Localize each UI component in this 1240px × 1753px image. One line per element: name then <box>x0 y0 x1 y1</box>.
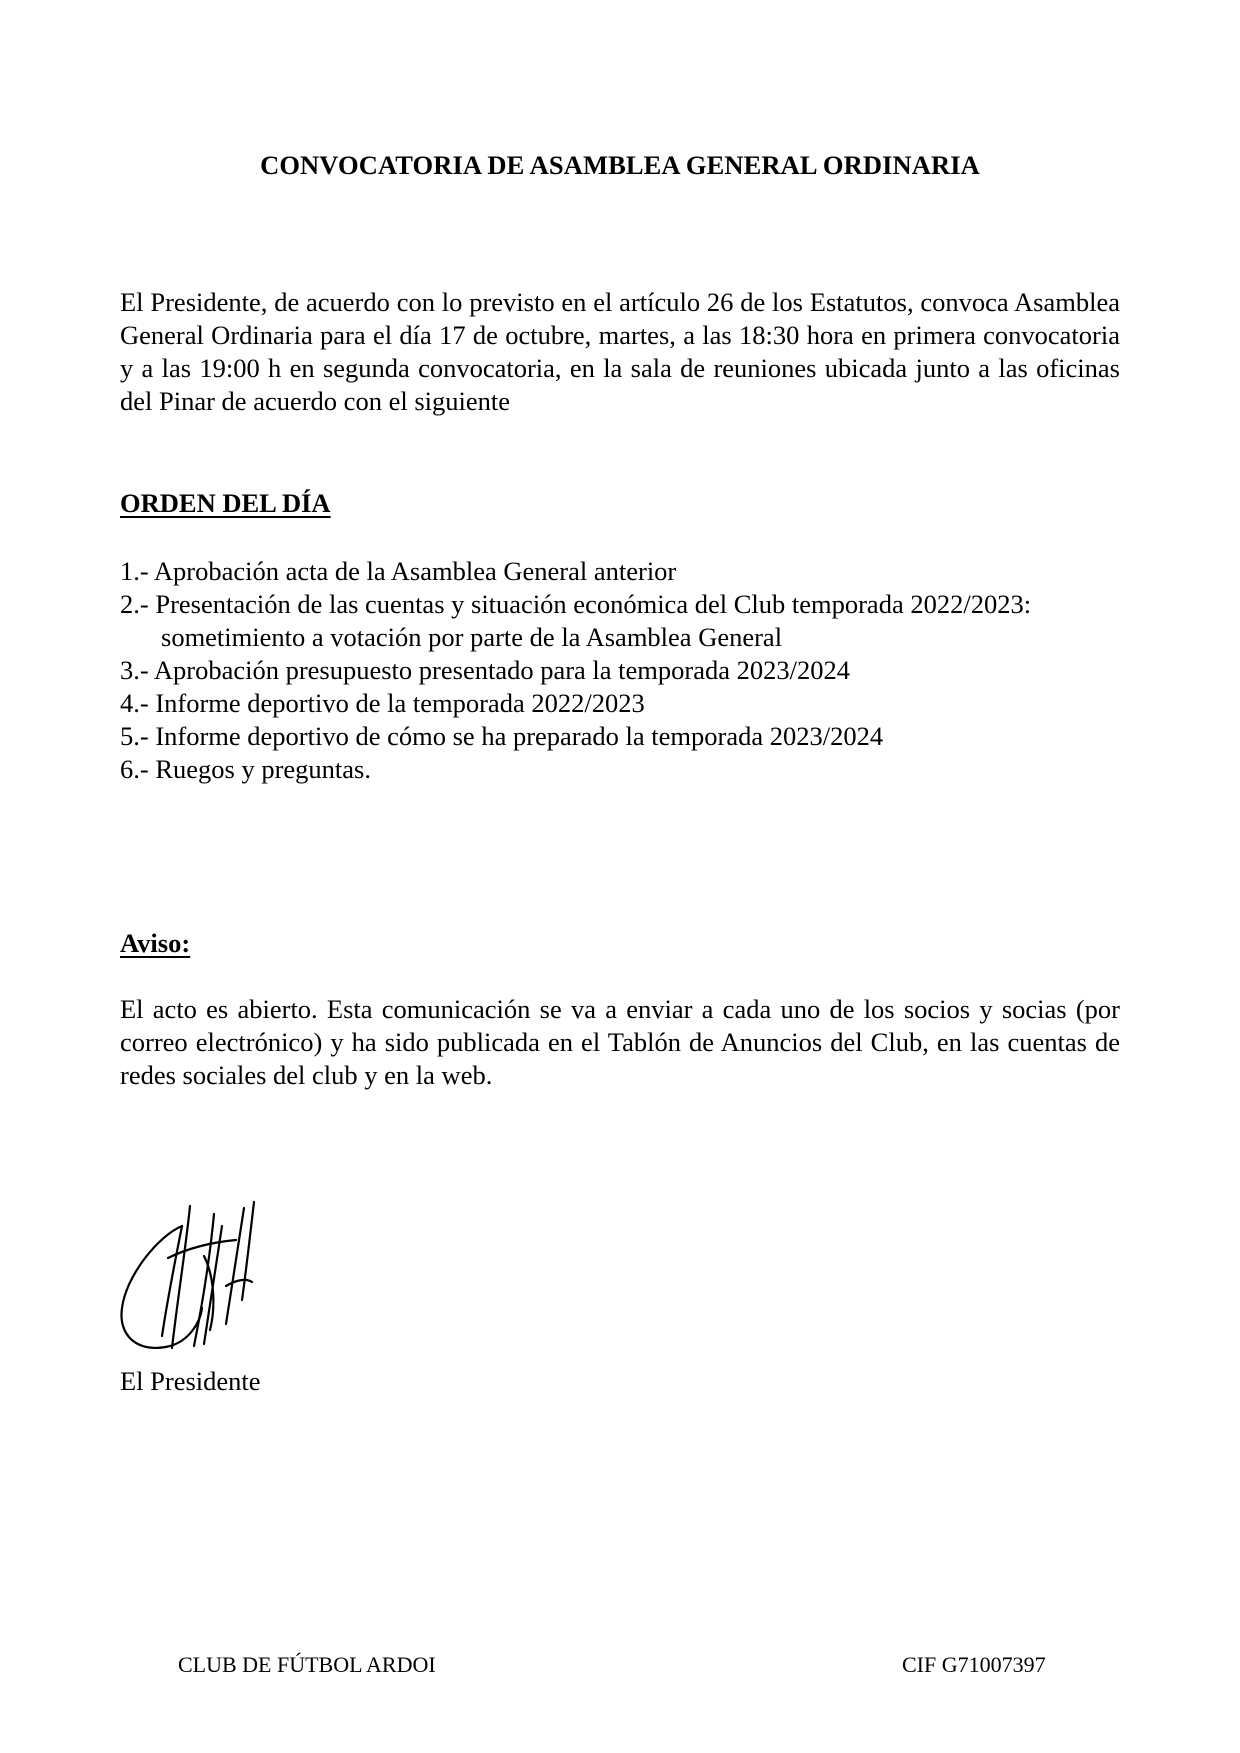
notice-heading: Aviso: <box>120 928 191 958</box>
agenda-item: 5.- Informe deportivo de cómo se ha preparado la temporada 2023/2024 <box>120 721 884 751</box>
footer-tax-id: CIF G71007397 <box>902 1652 1046 1677</box>
intro-paragraph: El Presidente, de acuerdo con lo previsto en el artículo 26 de los Estatutos, convoca Asamblea General Ordinaria para el día 17 de octubre, martes, a las 18:30 hora en primera convocatoria y a las 19:00 h en segunda convocatoria, en la sala de reuniones ubicada junto a las oficinas del Pinar de acuerdo con el siguiente <box>120 287 1120 416</box>
agenda-item: 1.- Aprobación acta de la Asamblea General anterior <box>120 556 677 586</box>
agenda-item: 2.- Presentación de las cuentas y situación económica del Club temporada 2022/2023: sometimiento a votación por parte de la Asamblea General <box>120 589 1032 652</box>
agenda-item: 3.- Aprobación presupuesto presentado para la temporada 2023/2024 <box>120 655 851 685</box>
agenda-heading: ORDEN DEL DÍA <box>120 488 331 518</box>
notice-paragraph: El acto es abierto. Esta comunicación se va a enviar a cada uno de los socios y socias (por correo electrónico) y ha sido publicada en el Tablón de Anuncios del Club, en las cuentas de redes sociales del club y en la web. <box>120 994 1120 1090</box>
agenda-item: 4.- Informe deportivo de la temporada 2022/2023 <box>120 688 645 718</box>
document-title: CONVOCATORIA DE ASAMBLEA GENERAL ORDINARIA <box>260 150 980 180</box>
footer-organization: CLUB DE FÚTBOL ARDOI <box>178 1652 436 1677</box>
agenda-item: 6.- Ruegos y preguntas. <box>120 754 371 784</box>
signature-icon <box>118 1196 288 1356</box>
agenda-list <box>120 555 1130 786</box>
signer-label: El Presidente <box>120 1366 261 1396</box>
